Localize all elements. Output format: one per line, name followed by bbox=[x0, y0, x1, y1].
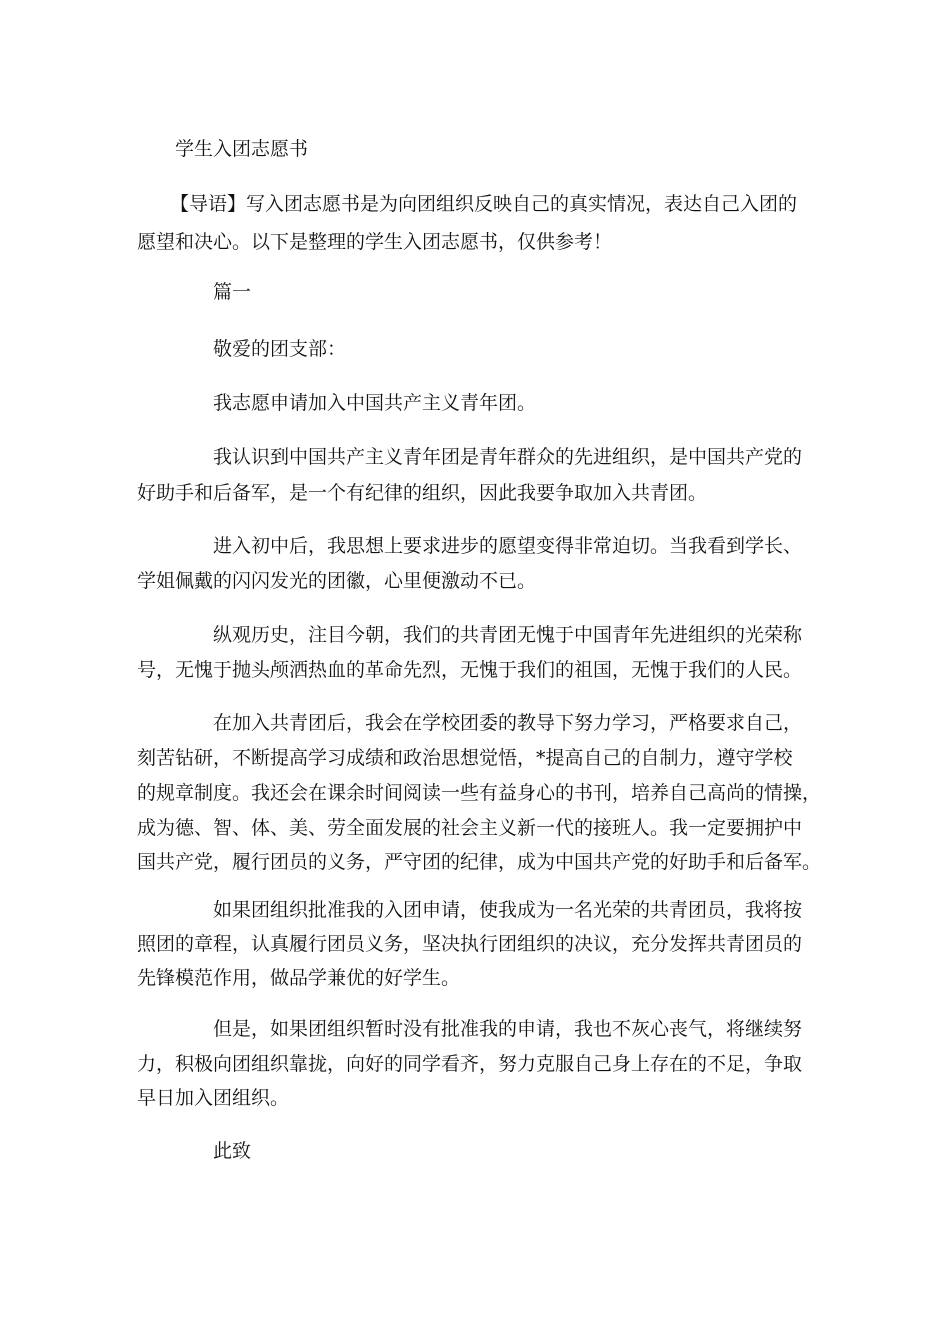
paragraph-line: 但是，如果团组织暂时没有批准我的申请，我也不灰心丧气，将继续努 bbox=[213, 1018, 803, 1040]
paragraph-line: 在加入共青团后，我会在学校团委的教导下努力学习，严格要求自己， bbox=[213, 712, 803, 734]
paragraph-line: 好助手和后备军，是一个有纪律的组织，因此我要争取加入共青团。 bbox=[137, 482, 708, 504]
paragraph-line: 刻苦钻研，不断提高学习成绩和政治思想觉悟，*提高自己的自制力，遵守学校 bbox=[137, 747, 793, 769]
intro-line-1: 【导语】写入团志愿书是为向团组织反映自己的真实情况，表达自己入团的 bbox=[170, 193, 798, 215]
paragraph-line: 的规章制度。我还会在课余时间阅读一些有益身心的书刊，培养自己高尚的情操， bbox=[137, 782, 822, 804]
salutation: 敬爱的团支部： bbox=[213, 338, 347, 360]
paragraph-line: 进入初中后，我思想上要求进步的愿望变得非常迫切。当我看到学长、 bbox=[213, 535, 803, 557]
paragraph-line: 国共产党，履行团员的义务，严守团的纪律，成为中国共产党的好助手和后备军。 bbox=[137, 851, 822, 873]
paragraph-line: 早日加入团组织。 bbox=[137, 1087, 290, 1109]
paragraph-line: 照团的章程，认真履行团员义务，坚决执行团组织的决议，充分发挥共青团员的 bbox=[137, 933, 803, 955]
paragraph-line: 先锋模范作用，做品学兼优的好学生。 bbox=[137, 967, 461, 989]
paragraph-line: 我认识到中国共产主义青年团是青年群众的先进组织，是中国共产党的 bbox=[213, 446, 803, 468]
paragraph-line: 我志愿申请加入中国共产主义青年团。 bbox=[213, 392, 537, 414]
closing-line: 此致 bbox=[213, 1140, 252, 1162]
paragraph-line: 纵观历史，注目今朝，我们的共青团无愧于中国青年先进组织的光荣称 bbox=[213, 624, 803, 646]
paragraph-line: 成为德、智、体、美、劳全面发展的社会主义新一代的接班人。我一定要拥护中 bbox=[137, 817, 803, 839]
section-heading: 篇一 bbox=[213, 281, 252, 303]
document-title: 学生入团志愿书 bbox=[175, 138, 309, 160]
paragraph-line: 力，积极向团组织靠拢，向好的同学看齐，努力克服自己身上存在的不足，争取 bbox=[137, 1053, 803, 1075]
paragraph-line: 号，无愧于抛头颅洒热血的革命先烈，无愧于我们的祖国，无愧于我们的人民。 bbox=[137, 659, 803, 681]
paragraph-line: 学姐佩戴的闪闪发光的团徽，心里便激动不已。 bbox=[137, 570, 537, 592]
intro-line-2: 愿望和决心。以下是整理的学生入团志愿书，仅供参考！ bbox=[137, 231, 613, 253]
paragraph-line: 如果团组织批准我的入团申请，使我成为一名光荣的共青团员，我将按 bbox=[213, 899, 803, 921]
